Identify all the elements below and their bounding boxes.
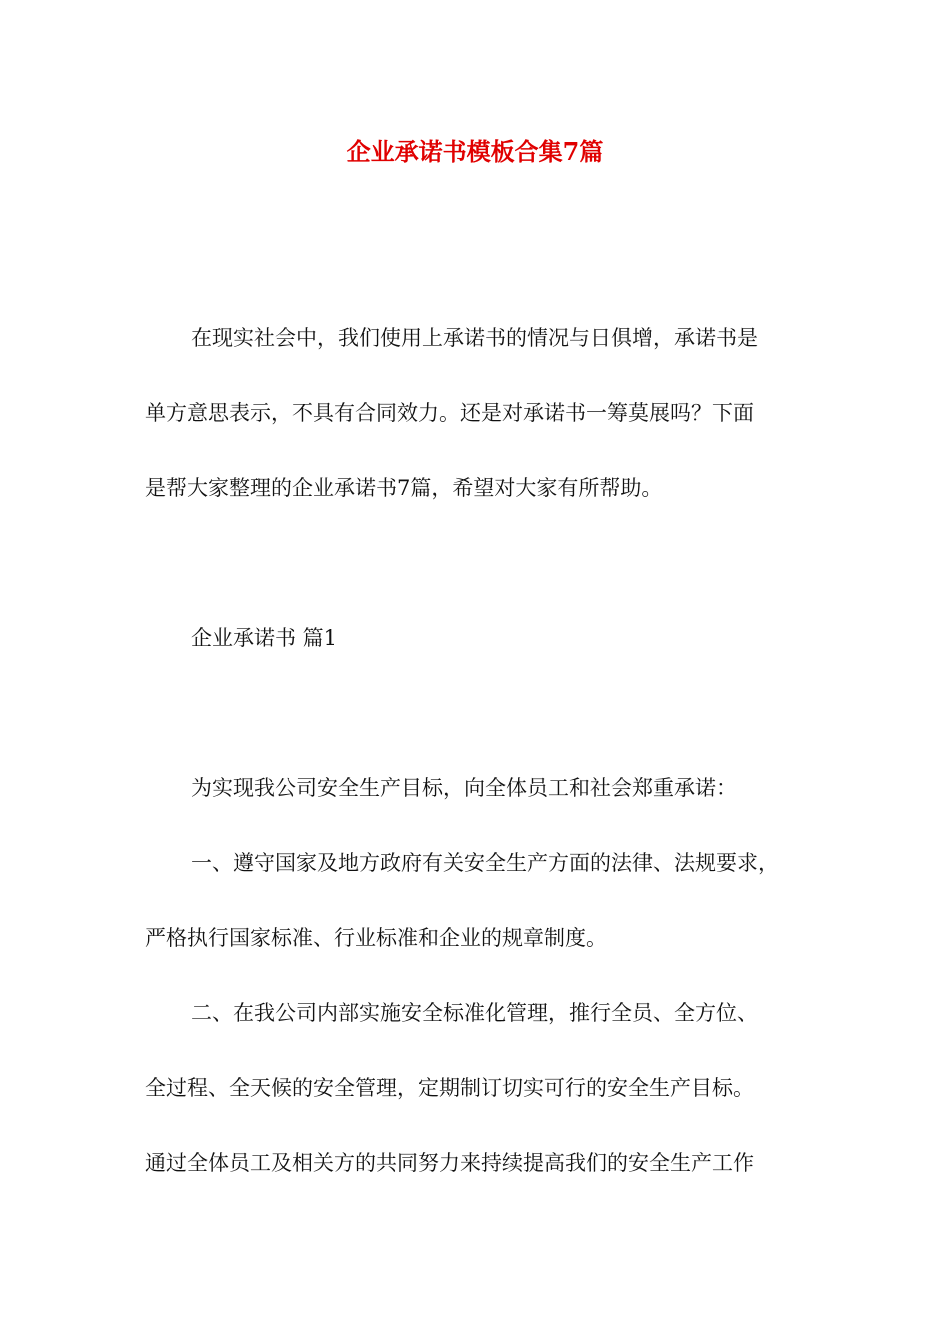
document-title: 企业承诺书模板合集7篇 xyxy=(346,137,604,166)
body-line-2: 一、遵守国家及地方政府有关安全生产方面的法律、法规要求， xyxy=(191,851,779,875)
body-line-1: 为实现我公司安全生产目标，向全体员工和社会郑重承诺： xyxy=(191,776,737,800)
body-line-3: 严格执行国家标准、行业标准和企业的规章制度。 xyxy=(145,926,607,950)
section-heading: 企业承诺书 篇1 xyxy=(191,626,338,650)
intro-line-3: 是帮大家整理的企业承诺书7篇，希望对大家有所帮助。 xyxy=(145,476,663,500)
body-line-5: 全过程、全天候的安全管理，定期制订切实可行的安全生产目标。 xyxy=(145,1076,754,1100)
intro-line-2: 单方意思表示，不具有合同效力。还是对承诺书一筹莫展吗？下面 xyxy=(145,401,754,425)
body-line-4: 二、在我公司内部实施安全标准化管理，推行全员、全方位、 xyxy=(191,1001,758,1025)
intro-line-1: 在现实社会中，我们使用上承诺书的情况与日俱增，承诺书是 xyxy=(191,326,758,350)
body-line-6: 通过全体员工及相关方的共同努力来持续提高我们的安全生产工作 xyxy=(145,1151,754,1175)
